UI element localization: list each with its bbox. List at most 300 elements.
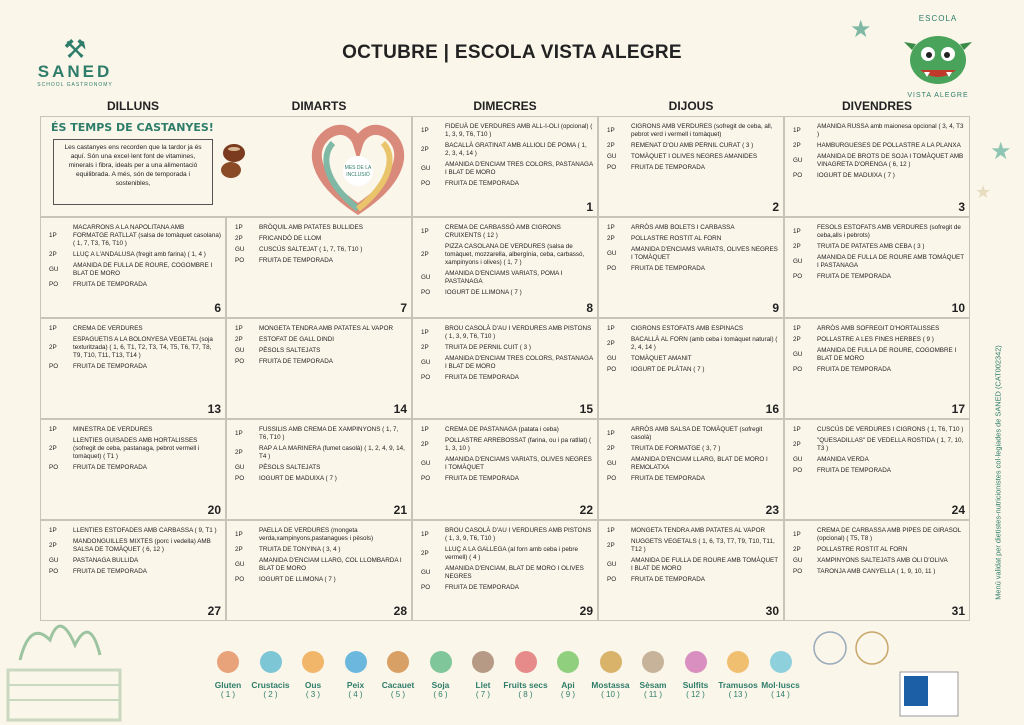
allergen-item (205, 651, 251, 699)
allergen-name: Peix (346, 680, 365, 690)
course-code: PO (421, 475, 431, 482)
course-code: PO (607, 576, 617, 583)
course-code: GU (421, 274, 431, 281)
dish-name: FRUITA DE TEMPORADA (817, 467, 891, 474)
allergen-name: Ous (304, 680, 322, 690)
menu-course-row (417, 243, 593, 267)
dish-name: AMANIDA RUSSA amb maionesa opcional ( 3, 4, T3 ) (817, 123, 964, 138)
allergen-number: ( 14 ) (771, 690, 790, 699)
allergen-number: ( 13 ) (728, 690, 748, 699)
dish-name: BROU CASOLÀ D'AU I VERDURES AMB PISTONS ( 1, 3, 9, T6, T10 ) (445, 527, 592, 542)
dish-name: BROU CASOLÀ D'AU I VERDURES AMB PISTONS ( 1, 3, 9, T6, T10 ) (445, 325, 592, 340)
menu-course-row (417, 224, 593, 240)
dish-name: FESOLS ESTOFATS AMB VERDURES (sofregit de ceba,alls i pebrots) (817, 224, 961, 239)
mustard-icon (600, 651, 622, 673)
dish-name: AMANIDA DE FULLA DE ROURE AMB TOMÀQUET I BLAT DE MORO (631, 557, 778, 572)
menu-course-row (417, 344, 593, 352)
menu-course-row (231, 224, 407, 232)
star-icon: ★ (990, 138, 1012, 165)
course-code: PO (793, 172, 803, 179)
course-code: 1P (607, 430, 615, 437)
dish-name: AMANIDA D'ENCIAM, BLAT DE MORO I OLIVES NEGRES (445, 565, 584, 580)
dish-name: XAMPINYONS SALTEJATS AMB OLI D'OLIVA (817, 557, 948, 564)
dish-name: PÈSOLS SALTEJATS (259, 347, 321, 354)
course-code: 2P (607, 142, 615, 149)
day-cell (784, 217, 970, 318)
course-code: 1P (421, 329, 429, 336)
dish-name: PIZZA CASOLANA DE VERDURES (salsa de tomàquet, mozzarella, albergínia, ceba, carbassó, xampinyons i olives) ( 1, 7 ) (445, 243, 585, 266)
menu-course-row (603, 164, 779, 172)
course-code: GU (49, 557, 59, 564)
certification-icons (812, 626, 962, 718)
allergen-item (248, 651, 294, 699)
dish-name: TRUITA DE FORMATGE ( 3, 7 ) (631, 445, 721, 452)
menu-course-row (789, 467, 965, 475)
page-title: OCTUBRE | ESCOLA VISTA ALEGRE (342, 42, 682, 63)
dish-name: TRUITA DE PATATES AMB CEBA ( 3 ) (817, 243, 925, 250)
dish-name: FRUITA DE TEMPORADA (631, 576, 705, 583)
course-code: GU (607, 355, 617, 362)
day-cell (412, 419, 598, 520)
course-code: PO (607, 164, 617, 171)
course-code: PO (49, 464, 59, 471)
dish-name: NUGGETS VEGETALS ( 1, 6, T3, T7, T9, T10, T11, T12 ) (631, 538, 775, 553)
course-code: 2P (235, 449, 243, 456)
allergen-name: Api (561, 680, 575, 690)
course-code: GU (235, 561, 245, 568)
course-code: 1P (421, 228, 429, 235)
menu-course-row (231, 557, 407, 573)
course-code: GU (607, 153, 617, 160)
course-code: 1P (235, 430, 243, 437)
course-code: 1P (49, 325, 57, 332)
allergen-item (545, 651, 591, 699)
weekday-header (40, 99, 970, 115)
day-number: 17 (951, 402, 965, 416)
course-code: 2P (793, 441, 801, 448)
dish-name: FRUITA DE TEMPORADA (631, 475, 705, 482)
dish-name: ARRÒS AMB SALSA DE TOMÀQUET (sofregit casolà) (631, 426, 763, 441)
dish-name: BRÒQUIL AMB PATATES BULLIDES (259, 224, 363, 231)
day-cell (412, 116, 598, 217)
course-code: 2P (607, 235, 615, 242)
menu-course-row (417, 426, 593, 434)
dish-name: AMANIDA DE FULLA DE ROURE AMB TOMÀQUET I PASTANAGA (817, 254, 964, 269)
dragon-mascot-icon (898, 20, 978, 100)
course-code: GU (793, 157, 803, 164)
dish-name: FRUITA DE TEMPORADA (631, 265, 705, 272)
allergen-legend (205, 651, 805, 711)
course-code: PO (49, 281, 59, 288)
dish-name: AMANIDA VERDA (817, 456, 869, 463)
day-number: 21 (393, 503, 407, 517)
dish-name: FRUITA DE TEMPORADA (445, 180, 519, 187)
day-number: 8 (586, 301, 593, 315)
dish-name: ESPAGUETIS A LA BOLONYESA VEGETAL (soja texturitzada) ( 1, 6, T1, T2, T3, T4, T5, T6, T7, T8, T9, T10, T11, T13, T14 ) (73, 336, 213, 359)
menu-course-row (603, 123, 779, 139)
course-code: 2P (607, 445, 615, 452)
menu-course-row (789, 224, 965, 240)
allergen-name: Gluten (214, 680, 242, 690)
allergen-item (290, 651, 336, 699)
weekday-label: DIVENDRES (841, 99, 912, 113)
soy-icon (430, 651, 452, 673)
course-code: 1P (793, 426, 801, 433)
allergen-number: ( 6 ) (433, 690, 448, 699)
wheat-icon (217, 651, 239, 673)
menu-course-row (45, 527, 221, 535)
dish-name: IOGURT DE PLÀTAN ( 7 ) (631, 366, 705, 373)
dish-name: LLENTIES ESTOFADES AMB CARBASSA ( 9, T1 ) (73, 527, 217, 534)
dish-name: PAELLA DE VERDURES (mongeta verda,xampinyons,pastanagues i pèsols) (259, 527, 374, 542)
day-cell (40, 217, 226, 318)
menu-course-row (45, 557, 221, 565)
menu-course-row (789, 273, 965, 281)
course-code: PO (49, 568, 59, 575)
menu-course-row (231, 336, 407, 344)
menu-course-row (789, 426, 965, 434)
menu-course-row (603, 142, 779, 150)
day-number: 1 (586, 200, 593, 214)
course-code: 2P (49, 251, 57, 258)
mollusc-icon (770, 651, 792, 673)
menu-course-row (231, 445, 407, 461)
course-code: 1P (235, 325, 243, 332)
promo-heading: ÉS TEMPS DE CASTANYES! (51, 121, 214, 134)
dish-name: LLUÇ A LA GALLEGA (al forn amb ceba i pebre vermell) ( 4 ) (445, 546, 579, 561)
weekday-label: DIMARTS (291, 99, 347, 113)
dish-name: CREMA DE CARBASSÓ AMB CIGRONS CRUIXENTS ( 12 ) (445, 224, 561, 239)
dish-name: IOGURT DE MADUIXA ( 7 ) (259, 475, 337, 482)
menu-course-row (789, 336, 965, 344)
allergen-number: ( 10 ) (601, 690, 620, 699)
allergen-number: ( 1 ) (220, 690, 236, 699)
sesame-icon (642, 651, 664, 673)
day-cell (784, 318, 970, 419)
allergen-item (333, 651, 379, 699)
course-code: PO (421, 289, 431, 296)
allergen-name: Sèsam (639, 680, 667, 690)
dish-name: MONGETA TENDRA AMB PATATES AL VAPOR (259, 325, 394, 332)
allergen-name: Soja (431, 680, 450, 690)
school-mascot-badge (898, 14, 978, 102)
course-code: 2P (49, 542, 57, 549)
allergen-number: ( 7 ) (475, 690, 491, 699)
course-code: 1P (421, 127, 429, 134)
menu-course-row (231, 464, 407, 472)
course-code: PO (235, 576, 245, 583)
menu-course-row (789, 153, 965, 169)
dish-name: AMANIDA D'ENCIAMS VARIATS, POMA I PASTANAGA (445, 270, 563, 285)
course-code: GU (235, 464, 245, 471)
course-code: GU (49, 266, 59, 273)
promo-text: Les castanyes ens recorden que la tardor ja és aquí. Són una excel·lent font de vitamines, minerals i fibra, ideals per a una alimentació equilibrada. A més, són de temporada i sostenibles, (53, 139, 213, 205)
dish-name: FRUITA DE TEMPORADA (73, 281, 147, 288)
menu-course-row (45, 437, 221, 461)
day-number: 22 (579, 503, 593, 517)
menu-course-row (603, 426, 779, 442)
menu-course-row (603, 224, 779, 232)
course-code: 1P (793, 531, 801, 538)
allergen-number: ( 3 ) (305, 690, 321, 699)
course-code: GU (421, 165, 431, 172)
menu-course-row (603, 366, 779, 374)
menu-course-row (45, 568, 221, 576)
milk-icon (472, 651, 494, 673)
allergen-item (375, 651, 421, 699)
dish-name: LLENTIES GUISADES AMB HORTALISSES (sofregit de ceba, pastanaga, pebrot vermell i tomàquet) ( T1 ) (73, 437, 200, 460)
menu-course-row (45, 224, 221, 248)
allergen-item (588, 651, 634, 699)
course-code: GU (235, 347, 245, 354)
course-code: PO (793, 568, 803, 575)
heart-label: MES DE LA (344, 165, 372, 171)
course-code: GU (235, 246, 245, 253)
dish-name: FRUITA DE TEMPORADA (445, 374, 519, 381)
dish-name: ESTOFAT DE GALL DINDI (259, 336, 334, 343)
menu-course-row (789, 254, 965, 270)
day-number: 30 (765, 604, 779, 618)
allergen-item (460, 651, 506, 699)
course-code: GU (793, 557, 803, 564)
day-number: 29 (579, 604, 593, 618)
course-code: 1P (421, 426, 429, 433)
course-code: 2P (235, 546, 243, 553)
course-code: PO (421, 374, 431, 381)
menu-course-row (231, 358, 407, 366)
course-code: PO (793, 366, 803, 373)
menu-course-row (45, 251, 221, 259)
day-number: 14 (393, 402, 407, 416)
day-number: 31 (951, 604, 965, 618)
dish-name: FUSSILIS AMB CREMA DE XAMPINYONS ( 1, 7, T6, T10 ) (259, 426, 399, 441)
menu-calendar (40, 116, 970, 621)
dish-name: CREMA DE PASTANAGA (patata i ceba) (445, 426, 559, 433)
menu-course-row (603, 235, 779, 243)
day-number: 23 (765, 503, 779, 517)
day-number: 15 (579, 402, 593, 416)
peanut-icon (387, 651, 409, 673)
day-cell (412, 520, 598, 621)
day-cell (784, 520, 970, 621)
dish-name: AMANIDA DE BROTS DE SOJA I TOMÀQUET AMB VINAGRETA D'ORENGA ( 6, 12 ) (817, 153, 964, 168)
course-code: 1P (49, 426, 57, 433)
dish-name: BACALLÀ AL FORN (amb ceba i tomàquet natural) ( 2, 4, 14 ) (631, 336, 778, 351)
dish-name: FRUITA DE TEMPORADA (817, 366, 891, 373)
course-code: PO (607, 366, 617, 373)
menu-course-row (417, 527, 593, 543)
menu-course-row (789, 243, 965, 251)
course-code: 1P (793, 228, 801, 235)
vegetable-crate-icon (0, 600, 130, 725)
menu-course-row (231, 475, 407, 483)
menu-course-row (417, 270, 593, 286)
course-code: GU (607, 250, 617, 257)
course-code: GU (793, 456, 803, 463)
day-number: 28 (393, 604, 407, 618)
course-code: PO (793, 273, 803, 280)
dish-name: POLLASTRE A LES FINES HERBES ( 9 ) (817, 336, 934, 343)
dish-name: CIGRONS AMB VERDURES (sofregit de ceba, all, pebrot verd i vermell i tomàquet) (631, 123, 773, 138)
course-code: GU (421, 460, 431, 467)
course-code: 1P (793, 127, 801, 134)
menu-course-row (45, 363, 221, 371)
menu-course-row (45, 325, 221, 333)
course-code: PO (607, 475, 617, 482)
menu-course-row (789, 456, 965, 464)
course-code: 2P (421, 441, 429, 448)
day-number: 7 (400, 301, 407, 315)
day-cell (412, 318, 598, 419)
course-code: GU (421, 359, 431, 366)
fish-icon (345, 651, 367, 673)
menu-course-row (417, 289, 593, 297)
menu-course-row (789, 142, 965, 150)
allergen-name: Sulfits (682, 680, 709, 690)
course-code: 1P (607, 325, 615, 332)
menu-course-row (417, 142, 593, 158)
dish-name: HAMBURGUESES DE POLLASTRE A LA PLANXA (817, 142, 961, 149)
course-code: 1P (235, 531, 243, 538)
course-code: 1P (607, 527, 615, 534)
course-code: GU (607, 561, 617, 568)
day-number: 6 (214, 301, 221, 315)
weekday-label: DIMECRES (473, 99, 537, 113)
menu-course-row (603, 336, 779, 352)
egg-icon (302, 651, 324, 673)
chef-utensils-icon: ⚒ (63, 34, 87, 64)
dish-name: TRUITA DE TONYINA ( 3, 4 ) (259, 546, 341, 553)
dish-name: AMANIDA D'ENCIAMS VARIATS, OLIVES NEGRES I TOMÀQUET (445, 456, 592, 471)
course-code: 2P (607, 542, 615, 549)
celery-icon (557, 651, 579, 673)
dish-name: AMANIDA D'ENCIAM LLARG, BLAT DE MORO I REMOLATXA (631, 456, 768, 471)
menu-course-row (45, 464, 221, 472)
menu-course-row (417, 325, 593, 341)
allergen-name: Mostassa (591, 680, 630, 690)
weekday-label: DIJOUS (668, 99, 714, 113)
dish-name: AMANIDA DE FULLA DE ROURE, COGOMBRE I BLAT DE MORO (817, 347, 957, 362)
menu-course-row (231, 426, 407, 442)
allergen-number: ( 8 ) (518, 690, 533, 699)
day-cell (226, 318, 412, 419)
course-code: 2P (607, 340, 615, 347)
menu-course-row (231, 257, 407, 265)
dish-name: FRUITA DE TEMPORADA (259, 257, 333, 264)
dish-name: AMANIDA D'ENCIAMS VARIATS, OLIVES NEGRES I TOMÀQUET (631, 246, 778, 261)
course-code: 2P (793, 142, 801, 149)
certification-badges (812, 626, 962, 718)
dish-name: FRICANDÓ DE LLOM (259, 235, 322, 242)
brand-name: SANED (37, 62, 113, 81)
dish-name: AMANIDA D'ENCIAM TRES COLORS, PASTANAGA I BLAT DE MORO (445, 161, 593, 176)
menu-course-row (789, 366, 965, 374)
menu-course-row (45, 426, 221, 434)
menu-course-row (45, 281, 221, 289)
dish-name: BACALLÀ GRATINAT AMB ALLIOLI DE POMA ( 1, 2, 3, 4, 14 ) (445, 142, 587, 157)
course-code: PO (793, 467, 803, 474)
menu-course-row (417, 123, 593, 139)
allergen-item (758, 651, 804, 699)
crab-icon (260, 651, 282, 673)
validation-note (990, 330, 1006, 620)
dish-name: FRUITA DE TEMPORADA (445, 584, 519, 591)
dish-name: CUSCÚS SALTEJAT ( 1, 7, T6, T10 ) (259, 246, 363, 253)
menu-course-row (231, 527, 407, 543)
menu-course-row (231, 347, 407, 355)
dish-name: FRUITA DE TEMPORADA (631, 164, 705, 171)
menu-course-row (603, 355, 779, 363)
course-code: GU (607, 460, 617, 467)
course-code: 2P (235, 336, 243, 343)
menu-course-row (417, 565, 593, 581)
menu-course-row (417, 161, 593, 177)
menu-course-row (603, 325, 779, 333)
validation-text: Menú validat per dietistes-nutricionistes col·legiades de SANED (CAT002342) (993, 345, 1003, 600)
course-code: 2P (49, 344, 57, 351)
dish-name: IOGURT DE LLIMONA ( 7 ) (259, 576, 336, 583)
day-cell (226, 419, 412, 520)
dish-name: REMENAT D'OU AMB PERNIL CURAT ( 3 ) (631, 142, 754, 149)
day-cell (412, 217, 598, 318)
star-icon: ★ (975, 182, 992, 202)
dish-name: FRUITA DE TEMPORADA (73, 363, 147, 370)
course-code: 1P (607, 127, 615, 134)
day-cell (784, 419, 970, 520)
allergen-name: Fruits secs (503, 680, 548, 690)
menu-course-row (603, 265, 779, 273)
dish-name: LLUÇ A L'ANDALUSA (fregit amb farina) ( 1, 4 ) (73, 251, 206, 258)
allergen-item (630, 651, 676, 699)
menu-course-row (417, 437, 593, 453)
dish-name: ARRÒS AMB SOFREGIT D'HORTALISSES (817, 325, 940, 332)
allergen-name: Tramusos (718, 680, 758, 690)
dish-name: CUSCÚS DE VERDURES I CIGRONS ( 1, T6, T10 ) (817, 426, 964, 433)
dish-name: MONGETA TENDRA AMB PATATES AL VAPOR (631, 527, 766, 534)
allergen-number: ( 11 ) (643, 690, 663, 699)
dish-name: CIGRONS ESTOFATS AMB ESPINACS (631, 325, 744, 332)
dish-name: "QUESADILLAS" DE VEDELLA ROSTIDA ( 1, 7, 10, T3 ) (817, 437, 964, 452)
menu-course-row (789, 546, 965, 554)
dish-name: FRUITA DE TEMPORADA (73, 568, 147, 575)
menu-course-row (789, 347, 965, 363)
menu-course-row (789, 123, 965, 139)
dish-name: CREMA DE CARBASSA AMB PIPES DE GIRASOL (opcional) ( T5, T8 ) (817, 527, 961, 542)
menu-course-row (417, 355, 593, 371)
dish-name: POLLASTRE ROSTIT AL FORN (631, 235, 722, 242)
day-cell (40, 318, 226, 419)
menu-course-row (231, 576, 407, 584)
menu-course-row (231, 325, 407, 333)
course-code: 2P (421, 550, 429, 557)
menu-course-row (789, 527, 965, 543)
menu-course-row (789, 568, 965, 576)
course-code: GU (421, 569, 431, 576)
dish-name: FRUITA DE TEMPORADA (259, 358, 333, 365)
allergen-name: Crustacis (251, 680, 290, 690)
badge-bottom-label: VISTA ALEGRE (907, 92, 969, 99)
weekday-label: DILLUNS (107, 99, 159, 113)
course-code: PO (235, 257, 245, 264)
dish-name: AMANIDA D'ENCIAM TRES COLORS, PASTANAGA I BLAT DE MORO (445, 355, 593, 370)
dish-name: AMANIDA D'ENCIAM LLARG, COL LLOMBARDA I BLAT DE MORO (259, 557, 402, 572)
dish-name: RAP A LA MARINERA (fumet casolà) ( 1, 2, 4, 9, 14, T4 ) (259, 445, 405, 460)
course-code: PO (607, 265, 617, 272)
menu-course-row (417, 584, 593, 592)
course-code: GU (793, 351, 803, 358)
dish-name: PÈSOLS SALTEJATS (259, 464, 321, 471)
dish-name: TARONJA AMB CANYELLA ( 1, 9, 10, 11 ) (817, 568, 936, 575)
